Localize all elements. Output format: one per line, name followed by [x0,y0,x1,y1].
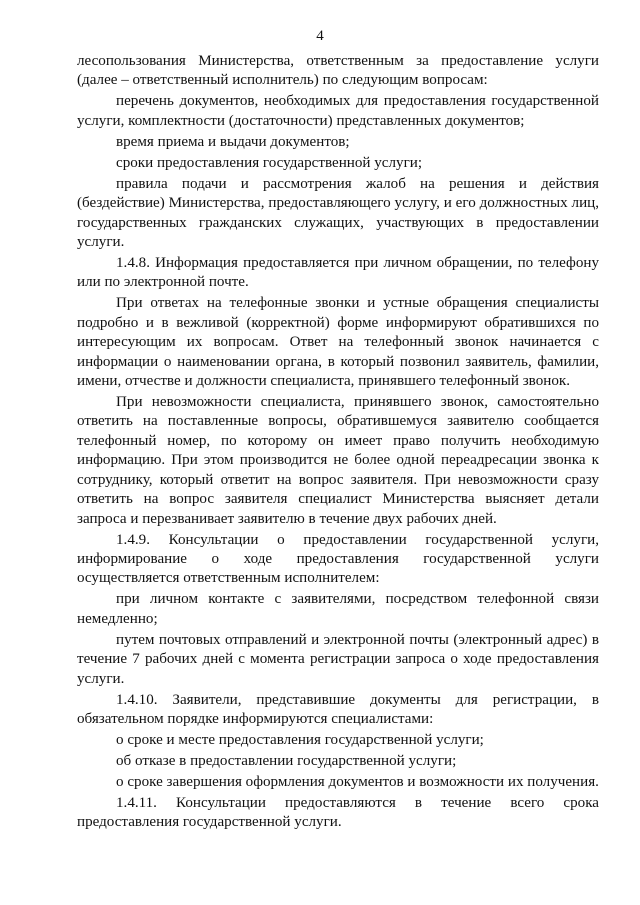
paragraph: время приема и выдачи документов; [116,133,350,150]
paragraph: сроки предоставления государственной услуги; [116,154,423,171]
page-number: 4 [316,28,324,44]
paragraph: 1.4.9. Консультации о предоставлении государственной услуги, информирование о ходе предоставления государственной услуги осуществляется ответственным исполнителем: [77,531,599,587]
paragraph: При невозможности специалиста, принявшего звонок, самостоятельно ответить на поставленные вопросы, обратившемуся заявителю сообщается телефонный номер, по которому он имеет право получить необходимую информацию. При этом производится не более одной переадресации звонка к сотруднику, который ответит на вопрос заявителя. При невозможности сразу ответить на вопрос заявителя специалист Министерства выясняет детали запроса и перезванивает заявителю в течение двух рабочих дней. [77,394,599,527]
paragraph: лесопользования Министерства, ответственным за предоставление услуги (далее – ответственный исполнитель) по следующим вопросам: [77,53,599,89]
paragraph: о сроке завершения оформления документов и возможности их получения. [116,773,599,790]
paragraph: 1.4.8. Информация предоставляется при личном обращении, по телефону или по электронной почте. [77,255,599,291]
paragraph: при личном контакте с заявителями, посредством телефонной связи немедленно; [77,591,599,627]
paragraph: 1.4.11. Консультации предоставляются в течение всего срока предоставления государственной услуги. [77,794,599,831]
paragraph: об отказе в предоставлении государственной услуги; [116,752,457,769]
paragraph: путем почтовых отправлений и электронной почты (электронный адрес) в течение 7 рабочих дней с момента регистрации запроса о ходе предоставления услуги. [77,631,599,687]
paragraph: перечень документов, необходимых для предоставления государственной услуги, комплектности (достаточности) представленных документов; [77,93,599,129]
paragraph: При ответах на телефонные звонки и устные обращения специалисты подробно и в вежливой (корректной) форме информируют обратившихся по интересующим их вопросам. Ответ на телефонный звонок начинается с информации о наименовании органа, в который позвонил заявитель, фамилии, имени, отчестве и должности специалиста, принявшего телефонный звонок. [77,295,599,390]
paragraph: 1.4.10. Заявители, представившие документы для регистрации, в обязательном порядке информируются специалистами: [77,691,599,727]
paragraph: о сроке и месте предоставления государственной услуги; [116,731,484,748]
document-body [77,52,599,834]
paragraph: правила подачи и рассмотрения жалоб на решения и действия (бездействие) Министерства, предоставляющего услугу, и его должностных лиц, государственных гражданских служащих, участвующих в предоставлении услуги. [77,175,599,251]
